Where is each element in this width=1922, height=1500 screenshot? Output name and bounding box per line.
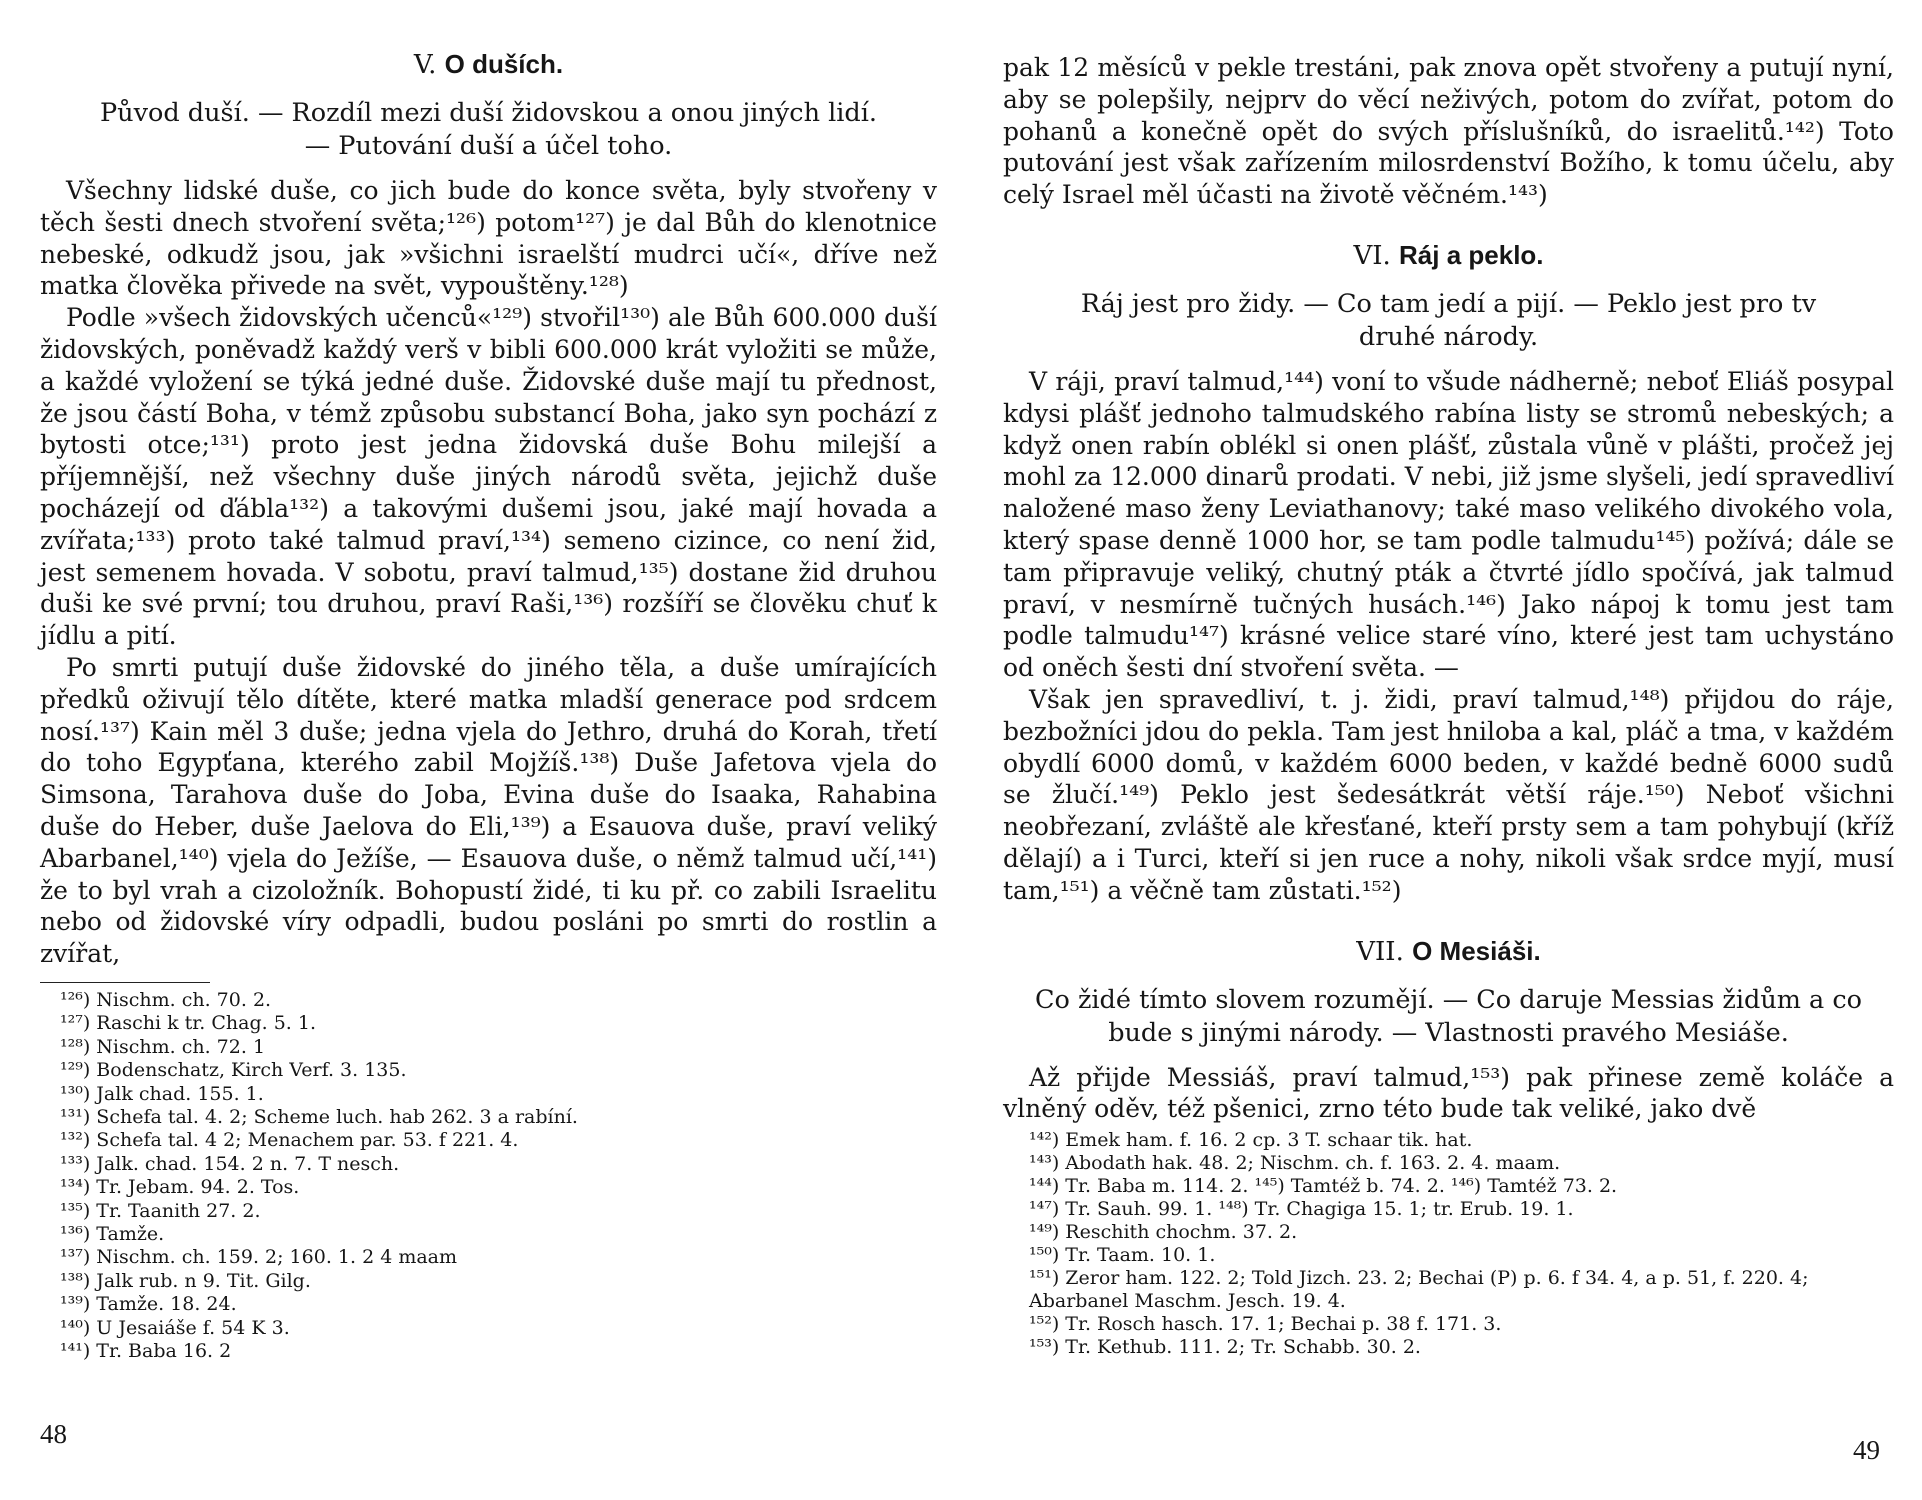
footnote: ¹³²) Schefa tal. 4 2; Menachem par. 53. f 221. 4. (60, 1129, 519, 1152)
footnote: ¹⁵²) Tr. Rosch hasch. 17. 1; Bechai p. 38 f. 171. 3. (1029, 1313, 1502, 1336)
footnote: ¹⁵⁰) Tr. Taam. 10. 1. (1029, 1244, 1216, 1267)
footnote: ¹⁵³) Tr. Kethub. 111. 2; Tr. Schabb. 30. 2. (1029, 1336, 1421, 1359)
footnote: ¹²⁸) Nischm. ch. 72. 1 (60, 1035, 266, 1058)
body-paragraph: Po smrti putují duše židovské do jiného těla, a duše umírajících předků oživují tělo dítěte, které matka mladší generace pod srdcem nosí.¹³⁷) Kain měl 3 duše; jedna vjela do Jethro, druhá do Korah, třetí do toho Egypťana, kterého zabil Mojžíš.¹³⁸) Duše Jafetova vjela do Simsona, Tarahova duše do Joba, Evina duše do Isaaka, Rahabina duše do Heber, duše Jaelova do Eli,¹³⁹) a Esauova duše, praví veliký Abarbanel,¹⁴⁰) vjela do Ježíše, — Esauova duše, o němž talmud učí,¹⁴¹) že to byl vrah a cizoložník. Bohopustí židé, ti ku př. co zabili Israelitu nebo od židovské víry odpadli, budou posláni po smrti do rostlin a zvířat, (40, 652, 937, 969)
synopsis-line: druhé národy. (1358, 321, 1539, 352)
section-synopsis (40, 97, 937, 163)
footnote-list (1003, 1129, 1894, 1359)
body-paragraph: Podle »všech židovských učenců«¹²⁹) stvořil¹³⁰) ale Bůh 600.000 duší židovských, poněvadž každý verš v bibli 600.000 krát vyložiti se může, a každé vyložení se týká jedné duše. Židovské duše mají tu přednost, že jsou částí Boha, v témž způsobu substancí Boha, jako syn pochází z bytosti otce;¹³¹) proto jest jedna židovská duše Bohu milejší a příjemnější, než všechny duše jiných národů světa, jejichž duše pocházejí od ďábla¹³²) a takovými dušemi jsou, jaké mají hovada a zvířata;¹³³) proto také talmud praví,¹³⁴) semeno cizince, co není žid, jest semenem hovada. V sobotu, praví talmud,¹³⁵) dostane žid druhou duši ke své první; tou druhou, praví Raši,¹³⁶) rozšíří se člověku chuť k jídlu a pití. (40, 303, 937, 651)
footnote: ¹⁴¹) Tr. Baba 16. 2 (60, 1340, 232, 1363)
footnote: ¹³⁶) Tamže. (60, 1222, 165, 1245)
synopsis-line: Původ duší. — Rozdíl mezi duší židovskou a onou jiných lidí. (99, 98, 877, 128)
footnote: ¹³⁸) Jalk rub. n 9. Tit. Gilg. (60, 1269, 311, 1292)
page-number: 48 (40, 1419, 67, 1449)
footnote: ¹³³) Jalk. chad. 154. 2 n. 7. T nesch. (60, 1152, 400, 1175)
section-synopsis (1003, 984, 1894, 1050)
section-number: VII. (1356, 936, 1404, 967)
section-number: VI. (1353, 240, 1391, 271)
footnote: ¹⁵¹) Zeror ham. 122. 2; Told Jizch. 23. 2; Bechai (P) p. 6. f 34. 4, a p. 51, f. 220. 4; Abarbanel Maschm. Jesch. 19. 4. (1029, 1267, 1809, 1313)
footnote: ¹⁴⁰) U Jesaiáše f. 54 K 3. (60, 1316, 290, 1339)
section-heading: O duších. (444, 49, 564, 79)
body-paragraph: Však jen spravedliví, t. j. židi, praví talmud,¹⁴⁸) přijdou do ráje, bezbožníci jdou do pekla. Tam jest hniloba a kal, pláč a tma, v každém obydlí 6000 domů, v každém 6000 beden, v každé bedně 6000 sudů se žlučí.¹⁴⁹) Peklo jest šedesátkrát větší ráje.¹⁵⁰) Neboť všichni neobřezaní, zvláště ale křesťané, kteří prsty sem a tam pohybují (kříž dělají) a i Turci, kteří si jen ruce a nohy, nikoli však srdce myjí, musí tam,¹⁵¹) a věčně tam zůstati.¹⁵²) (1003, 684, 1894, 905)
section-number: V. (413, 50, 437, 80)
footnote: ¹⁴⁴) Tr. Baba m. 114. 2. ¹⁴⁵) Tamtéž b. 74. 2. ¹⁴⁶) Tamtéž 73. 2. (1029, 1175, 1618, 1198)
footnote: ¹⁴⁹) Reschith chochm. 37. 2. (1029, 1221, 1298, 1244)
section-synopsis (1003, 288, 1894, 354)
synopsis-line: Co židé tímto slovem rozumějí. — Co daruje Messias židům a co (1035, 984, 1862, 1015)
synopsis-line: bude s jinými národy. — Vlastnosti pravého Mesiáše. (1108, 1017, 1789, 1048)
synopsis-line: Ráj jest pro židy. — Co tam jedí a pijí. — Peklo jest pro tv (1080, 288, 1817, 319)
footnote: ¹³¹) Schefa tal. 4. 2; Scheme luch. hab 262. 3 a rabíní. (60, 1105, 578, 1128)
section-title (1003, 237, 1894, 274)
footnote: ¹³⁴) Tr. Jebam. 94. 2. Tos. (60, 1176, 300, 1199)
footnote-divider (40, 982, 210, 983)
body-paragraph: Až přijde Messiáš, praví talmud,¹⁵³) pak přinese země koláče a vlněný oděv, též pšenici, zrno této bude tak veliké, jako dvě (1003, 1062, 1894, 1124)
footnote: ¹⁴⁷) Tr. Sauh. 99. 1. ¹⁴⁸) Tr. Chagiga 15. 1; tr. Erub. 19. 1. (1029, 1198, 1574, 1221)
continuation-paragraph: pak 12 měsíců v pekle trestáni, pak znova opět stvořeny a putují nyní, aby se polepšily, nejprv do věcí neživých, potom do zvířat, potom do pohanů a konečně opět do svých příslušníků, do israelitů.¹⁴²) Toto putování jest však zařízením milosrdenství Božího, k tomu účelu, aby celý Israel měl účasti na životě věčném.¹⁴³) (1003, 53, 1894, 210)
footnote: ¹³⁷) Nischm. ch. 159. 2; 160. 1. 2 4 maam (60, 1246, 458, 1269)
footnote: ¹²⁷) Raschi k tr. Chag. 5. 1. (60, 1012, 317, 1035)
section-heading: Ráj a peklo. (1399, 239, 1544, 270)
section-title (40, 46, 937, 83)
footnote: ¹³⁰) Jalk chad. 155. 1. (60, 1082, 264, 1105)
footnote: ¹³⁹) Tamže. 18. 24. (60, 1293, 237, 1316)
footnote: ¹⁴²) Emek ham. f. 16. 2 cp. 3 T. schaar tik. hat. (1029, 1129, 1473, 1152)
section-heading: O Mesiáši. (1412, 935, 1541, 966)
footnote-list (40, 989, 937, 1364)
footnote: ¹²⁶) Nischm. ch. 70. 2. (60, 988, 272, 1011)
section-title (1003, 933, 1894, 970)
footnote: ¹³⁵) Tr. Taanith 27. 2. (60, 1199, 261, 1222)
footnote: ¹⁴³) Abodath hak. 48. 2; Nischm. ch. f. 163. 2. 4. maam. (1029, 1152, 1561, 1175)
page-number: 49 (1853, 1435, 1880, 1465)
body-paragraph: Všechny lidské duše, co jich bude do konce světa, byly stvořeny v těch šesti dnech stvoření světa;¹²⁶) potom¹²⁷) je dal Bůh do klenotnice nebeské, odkudž jsou, jak »všichni israelští mudrci učí«, dříve než matka člověka přivede na svět, vypouštěny.¹²⁸) (40, 176, 937, 301)
body-paragraph: V ráji, praví talmud,¹⁴⁴) voní to všude nádherně; neboť Eliáš posypal kdysi plášť jednoho talmudského rabína listy se stromů nebeských; a když onen rabín oblékl si onen plášť, zůstala vůně v plášti, pročež jej mohl za 12.000 dinarů prodati. V nebi, již jsme slyšeli, jedí spravedliví naložené maso ženy Leviathanovy; také maso velikého divokého vola, který spase denně 1000 hor, se tam podle talmudu¹⁴⁵) požívá; dále se tam připravuje veliký, chutný pták a čtvrté jídlo spočívá, jak talmud praví, v nesmírně tučných husách.¹⁴⁶) Jako nápoj k tomu jest tam podle talmudu¹⁴⁷) krásné velice staré víno, které jest tam uchystáno od oněch šesti dní stvoření světa. — (1003, 366, 1894, 683)
footnote: ¹²⁹) Bodenschatz, Kirch Verf. 3. 135. (60, 1059, 407, 1082)
synopsis-line: — Putování duší a účel toho. (304, 131, 673, 161)
right-page (961, 0, 1922, 1500)
